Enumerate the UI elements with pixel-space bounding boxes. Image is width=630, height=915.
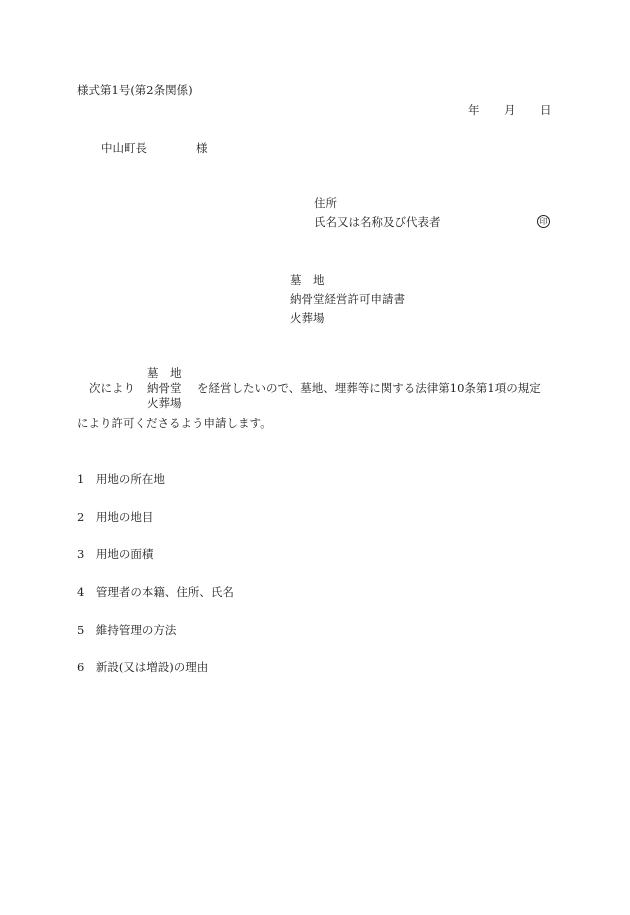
item-6: 6 新設(又は増設)の理由 bbox=[77, 660, 209, 674]
body-option-1: 墓 地 bbox=[147, 366, 182, 380]
addressee-name: 中山町長 bbox=[101, 141, 147, 155]
item-5: 5 維持管理の方法 bbox=[77, 623, 177, 637]
addressee-honorific: 様 bbox=[196, 141, 208, 155]
date-month: 月 bbox=[504, 103, 516, 117]
item-2: 2 用地の地目 bbox=[77, 510, 154, 524]
applicant-address-label: 住所 bbox=[314, 196, 337, 210]
title-line-2: 納骨堂経営許可申請書 bbox=[290, 292, 405, 306]
item-4: 4 管理者の本籍、住所、氏名 bbox=[77, 585, 234, 599]
body-text-line-1: を経営したいので、墓地、埋葬等に関する法律第10条第1項の規定 bbox=[197, 381, 541, 395]
form-number: 様式第1号(第2条関係) bbox=[77, 83, 193, 97]
body-lead: 次により bbox=[89, 381, 135, 395]
body-option-2: 納骨堂 bbox=[147, 381, 182, 395]
item-1: 1 用地の所在地 bbox=[77, 472, 165, 486]
body-text-line-2: により許可くださるよう申請します。 bbox=[77, 416, 272, 430]
date-day: 日 bbox=[540, 103, 552, 117]
title-line-3: 火葬場 bbox=[290, 311, 325, 325]
item-3: 3 用地の面積 bbox=[77, 547, 154, 561]
seal-mark: 印 bbox=[537, 215, 550, 228]
date-year: 年 bbox=[468, 103, 480, 117]
applicant-name-label: 氏名又は名称及び代表者 bbox=[314, 215, 441, 229]
body-option-3: 火葬場 bbox=[147, 396, 182, 410]
title-line-1: 墓 地 bbox=[290, 273, 325, 287]
